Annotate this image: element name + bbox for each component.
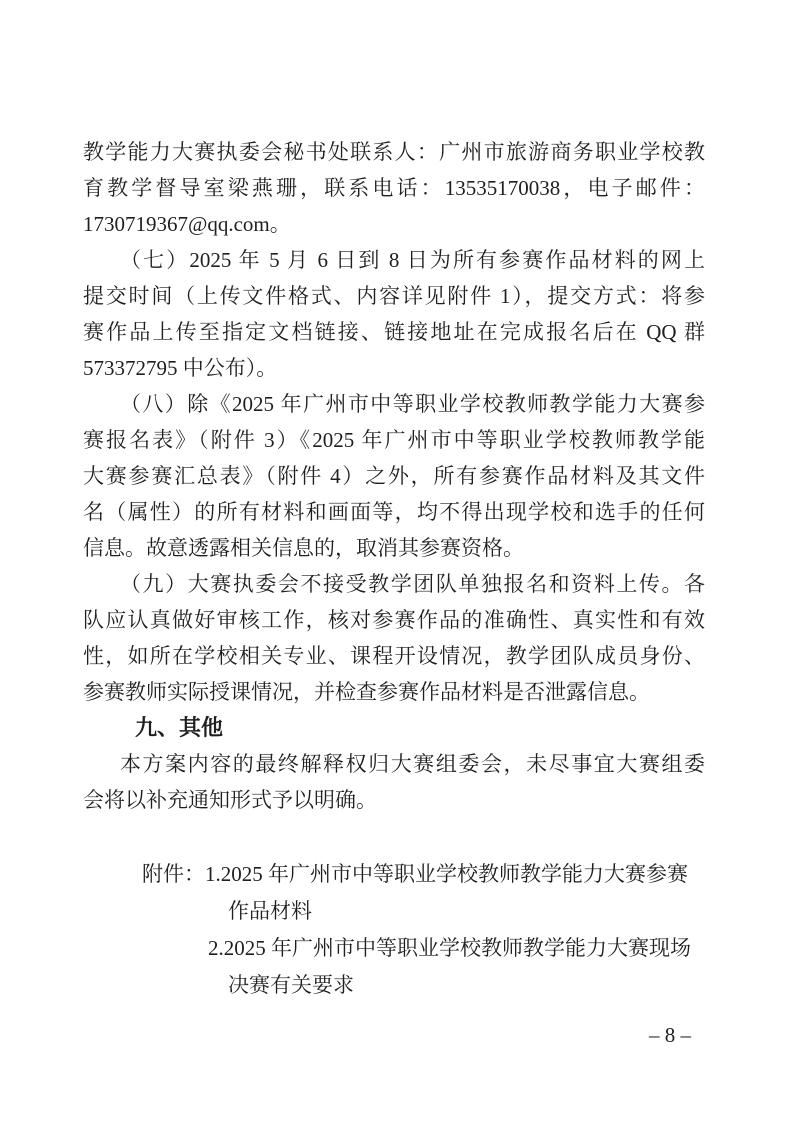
text-line: （八）除《2025 年广州市中等职业学校教师教学能力大赛参	[120, 392, 705, 416]
text-line: 性，如所在学校相关专业、课程开设情况，教学团队成员身份、	[83, 644, 705, 668]
heading-section-9-other	[83, 710, 705, 746]
para-item-7	[83, 242, 705, 386]
attachments-list	[83, 856, 705, 1004]
document-body	[83, 134, 705, 1004]
text-line: 大赛参赛汇总表》（附件 4）之外，所有参赛作品材料及其文件	[83, 464, 705, 488]
text-line: 育教学督导室梁燕珊，联系电话：13535170038，电子邮件：	[83, 176, 705, 200]
text-line: （九）大赛执委会不接受教学团队单独报名和资料上传。各	[120, 572, 705, 596]
text-line: 作品材料	[228, 899, 312, 923]
text-line: 赛报名表》（附件 3）《2025 年广州市中等职业学校教师教学能	[83, 428, 705, 452]
text-line: 附件：1.2025 年广州市中等职业学校教师教学能力大赛参赛	[142, 862, 688, 886]
text-line: 会将以补充通知形式予以明确。	[83, 788, 377, 812]
page-number: – 8 –	[649, 1023, 691, 1047]
text-line: 决赛有关要求	[228, 973, 354, 997]
text-line: （七）2025 年 5 月 6 日到 8 日为所有参赛作品材料的网上	[120, 248, 705, 272]
para-item-8	[83, 386, 705, 566]
text-line: 本方案内容的最终解释权归大赛组委会，未尽事宜大赛组委	[120, 752, 705, 776]
text-line: 赛作品上传至指定文档链接、链接地址在完成报名后在 QQ 群	[83, 320, 705, 344]
text-line: 教学能力大赛执委会秘书处联系人：广州市旅游商务职业学校教	[83, 140, 705, 164]
text-line: 参赛教师实际授课情况，并检查参赛作品材料是否泄露信息。	[83, 680, 650, 704]
para-final-interpretation	[83, 746, 705, 818]
text-line: 573372795 中公布）。	[83, 356, 278, 380]
text-line: 信息。故意透露相关信息的，取消其参赛资格。	[83, 536, 524, 560]
text-line: 名（属性）的所有材料和画面等，均不得出现学校和选手的任何	[83, 500, 705, 524]
text-line: 1730719367@qq.com。	[83, 212, 291, 236]
text-line: 提交时间（上传文件格式、内容详见附件 1），提交方式：将参	[83, 284, 705, 308]
para-item-9	[83, 566, 705, 710]
text-line: 九、其他	[135, 715, 224, 740]
text-line: 队应认真做好审核工作，核对参赛作品的准确性、真实性和有效	[83, 608, 705, 632]
para-contact-info	[83, 134, 705, 242]
text-line: 2.2025 年广州市中等职业学校教师教学能力大赛现场	[208, 936, 691, 960]
